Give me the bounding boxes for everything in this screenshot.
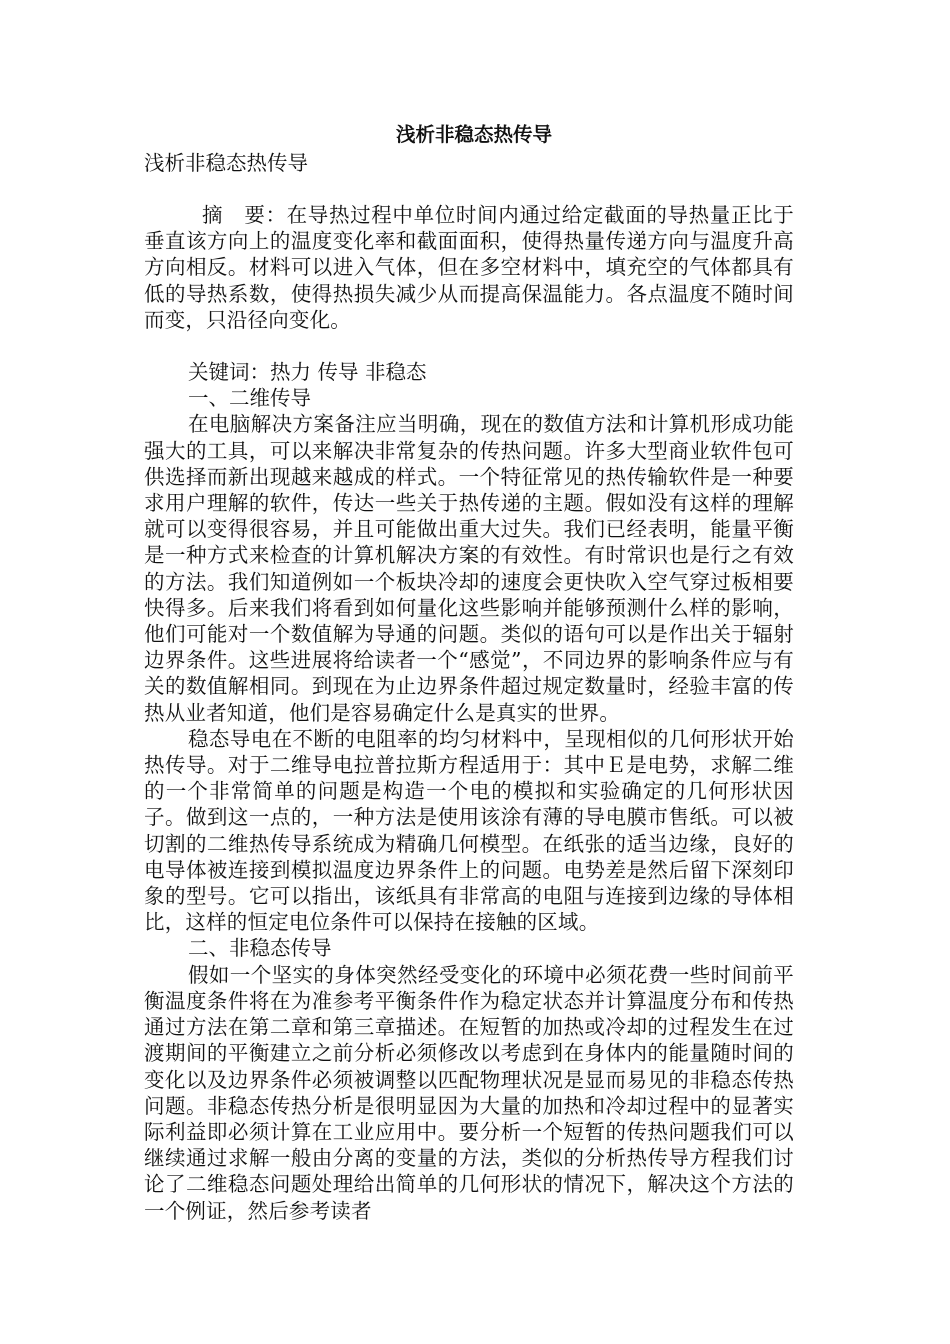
document-page xyxy=(144,120,794,1224)
section-heading-1: 一、二维传导 xyxy=(188,386,311,411)
keywords-line: 关键词：热力 传导 非稳态 xyxy=(188,360,427,385)
section-heading-2: 二、非稳态传导 xyxy=(188,936,332,961)
document-title: 浅析非稳态热传导 xyxy=(395,123,552,146)
section2-paragraph-1: 假如一个坚实的身体突然经受变化的环境中必须花费一些时间前平衡温度条件将在为准参考平衡条件作为稳定状态并计算温度分布和传热通过方法在第二章和第三章描述。在短暂的加热或冷却的过程发生在过渡期间的平衡建立之前分析必须修改以考虑到在身体内的能量随时间的变化以及边界条件必须被调整以匹配物理状况是显而易见的非稳态传热问题。非稳态传热分析是很明显因为大量的加热和冷却过程中的显著实际利益即必须计算在工业应用中。要分析一个短暂的传热问题我们可以继续通过求解一般由分离的变量的方法，类似的分析热传导方程我们讨论了二维稳态问题处理给出简单的几何形状的情况下，解决这个方法的一个例证，然后参考读者 xyxy=(144,962,794,1223)
section1-paragraph-2: 稳态导电在不断的电阻率的均匀材料中，呈现相似的几何形状开始热传导。对于二维导电拉普拉斯方程适用于：其中Ｅ是电势，求解二维的一个非常简单的问题是构造一个电的模拟和实验确定的几何形状因子。做到这一点的，一种方法是使用该涂有薄的导电膜市售纸。可以被切割的二维热传导系统成为精确几何模型。在纸张的适当边缘，良好的电导体被连接到模拟温度边界条件上的问题。电势差是然后留下深刻印象的型号。它可以指出，该纸具有非常高的电阻与连接到边缘的导体相比，这样的恒定电位条件可以保持在接触的区域。 xyxy=(144,726,794,935)
spacer xyxy=(144,333,794,359)
section1-paragraph-1: 在电脑解决方案备注应当明确，现在的数值方法和计算机形成功能强大的工具，可以来解决非常复杂的传热问题。许多大型商业软件包可供选择而新出现越来越成的样式。一个特征常见的热传输软件是一种要求用户理解的软件，传达一些关于热传递的主题。假如没有这样的理解就可以变得很容易，并且可能做出重大过失。我们已经表明，能量平衡是一种方式来检查的计算机解决方案的有效性。有时常识也是行之有效的方法。我们知道例如一个板块冷却的速度会更快吹入空气穿过板相要快得多。后来我们将看到如何量化这些影响并能够预测什么样的影响，他们可能对一个数值解为导通的问题。类似的语句可以是作出关于辐射边界条件。这些进展将给读者一个“感觉”，不同边界的影响条件应与有关的数值解相同。到现在为止边界条件超过规定数量时，经验丰富的传热从业者知道，他们是容易确定什么是真实的世界。 xyxy=(144,412,794,725)
abstract-paragraph: 摘 要：在导热过程中单位时间内通过给定截面的导热量正比于垂直该方向上的温度变化率和截面面积，使得热量传递方向与温度升高方向相反。材料可以进入气体，但在多空材料中，填充空的气体都具有低的导热系数，使得热损失减少从而提高保温能力。各点温度不随时间而变，只沿径向变化。 xyxy=(144,203,794,332)
spacer xyxy=(144,176,794,202)
document-subtitle: 浅析非稳态热传导 xyxy=(144,151,308,175)
